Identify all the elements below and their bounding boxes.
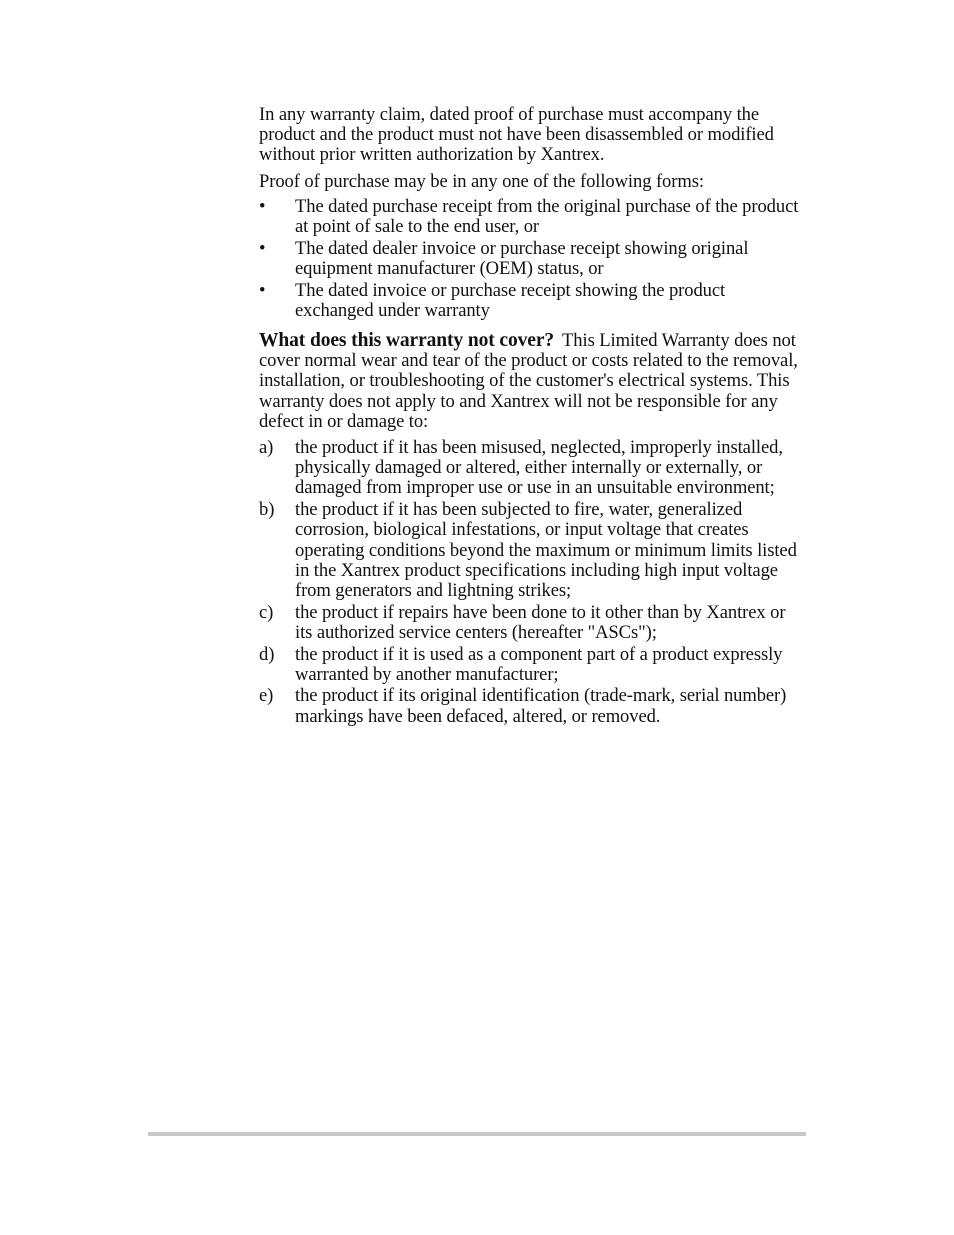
- list-item-text: the product if repairs have been done to it other than by Xantrex or its authorized service centers (hereafter "ASCs");: [295, 601, 786, 643]
- exclusions-list: [259, 438, 807, 727]
- list-item-text: The dated invoice or purchase receipt showing the product exchanged under warranty: [295, 279, 726, 321]
- list-item-text: The dated purchase receipt from the original purchase of the product at point of sale to the end user, or: [295, 195, 799, 238]
- list-marker: a): [259, 437, 274, 459]
- proof-of-purchase-intro: Proof of purchase may be in any one of the following forms:: [259, 170, 704, 192]
- list-item: [259, 686, 807, 726]
- list-item: [259, 281, 807, 321]
- proof-of-purchase-requirement: In any warranty claim, dated proof of purchase must accompany the product and the product must not have been disassembled or modified without prior written authorization by Xantrex.: [259, 104, 774, 166]
- list-item: [259, 500, 807, 601]
- list-marker: c): [259, 601, 274, 623]
- section-body: This Limited Warranty does not cover normal wear and tear of the product or costs related to the removal, installation, or troubleshooting of the customer's electrical systems. This warranty does not apply to and Xantrex will not be responsible for any defect in or damage to:: [259, 330, 798, 432]
- list-marker: d): [259, 643, 275, 665]
- list-item-text: the product if it is used as a component part of a product expressly warranted by another manufacturer;: [295, 643, 783, 685]
- section-heading: What does this warranty not cover?: [259, 330, 555, 352]
- list-item-text: the product if its original identification (trade-mark, serial number) markings have been defaced, altered, or removed.: [295, 685, 787, 727]
- list-marker: b): [259, 499, 275, 521]
- not-covered-section: [259, 331, 807, 432]
- bullet-marker: •: [259, 195, 266, 217]
- list-item-text: the product if it has been misused, neglected, improperly installed, physically damaged or altered, either internally or externally, or damaged from improper use or use in an unsuitable environment;: [295, 437, 783, 499]
- list-marker: e): [259, 685, 274, 707]
- bullet-marker: •: [259, 279, 266, 301]
- list-item: [259, 603, 807, 643]
- list-item: [259, 239, 807, 279]
- bullet-marker: •: [259, 237, 266, 259]
- footer-divider: [148, 1132, 806, 1136]
- list-item-text: the product if it has been subjected to fire, water, generalized corrosion, biological infestations, or input voltage that creates operating conditions beyond the maximum or minimum limits listed in the Xantrex product specifications including high input voltage from generators and lightning strikes;: [295, 499, 797, 601]
- list-item: [259, 645, 807, 685]
- list-item: [259, 438, 807, 499]
- proof-forms-list: [259, 197, 807, 321]
- document-body: [259, 105, 807, 728]
- list-item-text: The dated dealer invoice or purchase receipt showing original equipment manufacturer (OEM) status, or: [295, 237, 749, 279]
- list-item: [259, 197, 807, 237]
